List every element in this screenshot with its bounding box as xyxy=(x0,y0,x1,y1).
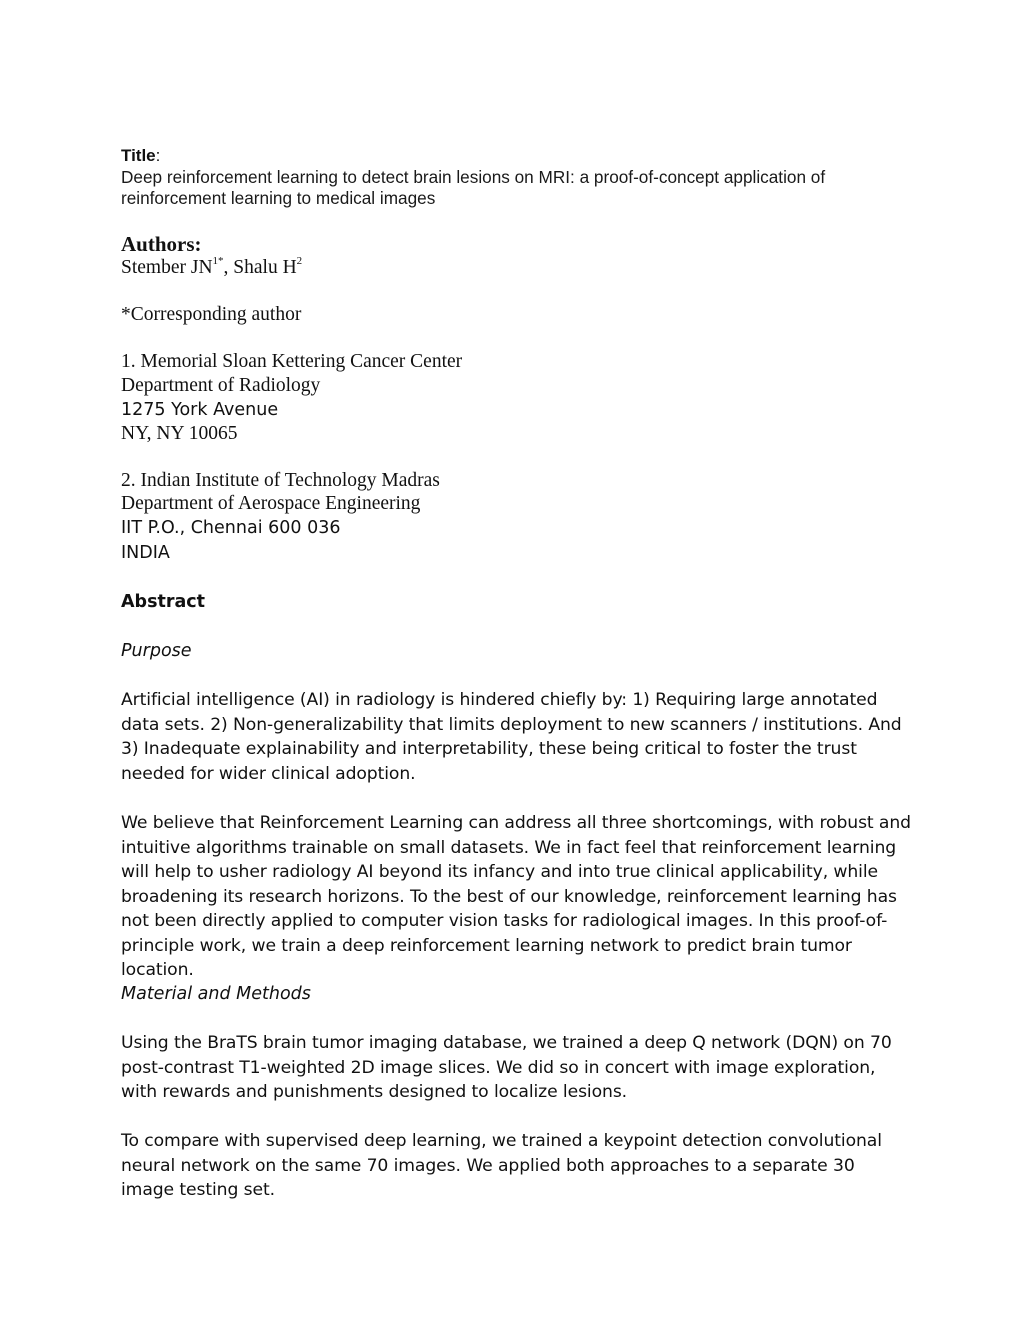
authors-heading: Authors: xyxy=(121,232,202,256)
affiliation-institution: 2. Indian Institute of Technology Madras xyxy=(121,470,440,491)
abstract-heading: Abstract xyxy=(121,592,206,612)
affiliation-department: Department of Radiology xyxy=(121,375,321,396)
affiliation-country: INDIA xyxy=(121,543,170,563)
affiliation-institution: 1. Memorial Sloan Kettering Cancer Center xyxy=(121,351,463,372)
purpose-paragraph-2: We believe that Reinforcement Learning can address all three shortcomings, with robust and intuitive algorithms trainable on small datasets. We in fact feel that reinforcement learning will help to usher radiology AI beyond its infancy and into true clinical applicability, while broadening its research horizons. To the best of our knowledge, reinforcement learning has not been directly applied to computer vision tasks for radiological images. In this proof-of-principle work, we train a deep reinforcement learning network to predict brain tumor location. xyxy=(121,813,911,980)
purpose-paragraph-1: Artificial intelligence (AI) in radiology is hindered chiefly by: 1) Requiring large annotated data sets. 2) Non-generalizability that limits deployment to new scanners / institutions. And 3) Inadequate explainability and interpretability, these being critical to foster the trust needed for wider clinical adoption. xyxy=(121,690,902,784)
author-2-affiliation-marker: 2 xyxy=(296,254,303,267)
affiliation-street: 1275 York Avenue xyxy=(121,400,279,420)
methods-paragraph-2: To compare with supervised deep learning, we trained a keypoint detection convolutional neural network on the same 70 images. We applied both approaches to a separate 30 image testing set. xyxy=(121,1131,882,1200)
author-1-affiliation-marker: 1* xyxy=(212,254,224,267)
author-2-name: Shalu H xyxy=(233,257,297,278)
title-label: Title: xyxy=(121,146,161,165)
document-page xyxy=(121,0,921,1325)
paper-title: Deep reinforcement learning to detect brain lesions on MRI: a proof-of-concept application of reinforcement learning to medical images xyxy=(121,167,826,208)
methods-paragraph-1: Using the BraTS brain tumor imaging database, we trained a deep Q network (DQN) on 70 post-contrast T1-weighted 2D image slices. We did so in concert with image exploration, with rewards and punishments designed to localize lesions. xyxy=(121,1033,892,1102)
purpose-heading: Purpose xyxy=(121,641,192,661)
author-1-name: Stember JN xyxy=(121,257,213,278)
methods-heading: Material and Methods xyxy=(121,984,311,1004)
affiliation-city: NY, NY 10065 xyxy=(121,423,238,444)
corresponding-author-note: *Corresponding author xyxy=(121,304,302,325)
author-list: Stember $JN^{1*}$, Shalu $H^2$ xyxy=(121,254,303,278)
affiliation-street: IIT P.O., Chennai 600 036 xyxy=(121,518,341,538)
affiliation-department: Department of Aerospace Engineering xyxy=(121,493,421,514)
